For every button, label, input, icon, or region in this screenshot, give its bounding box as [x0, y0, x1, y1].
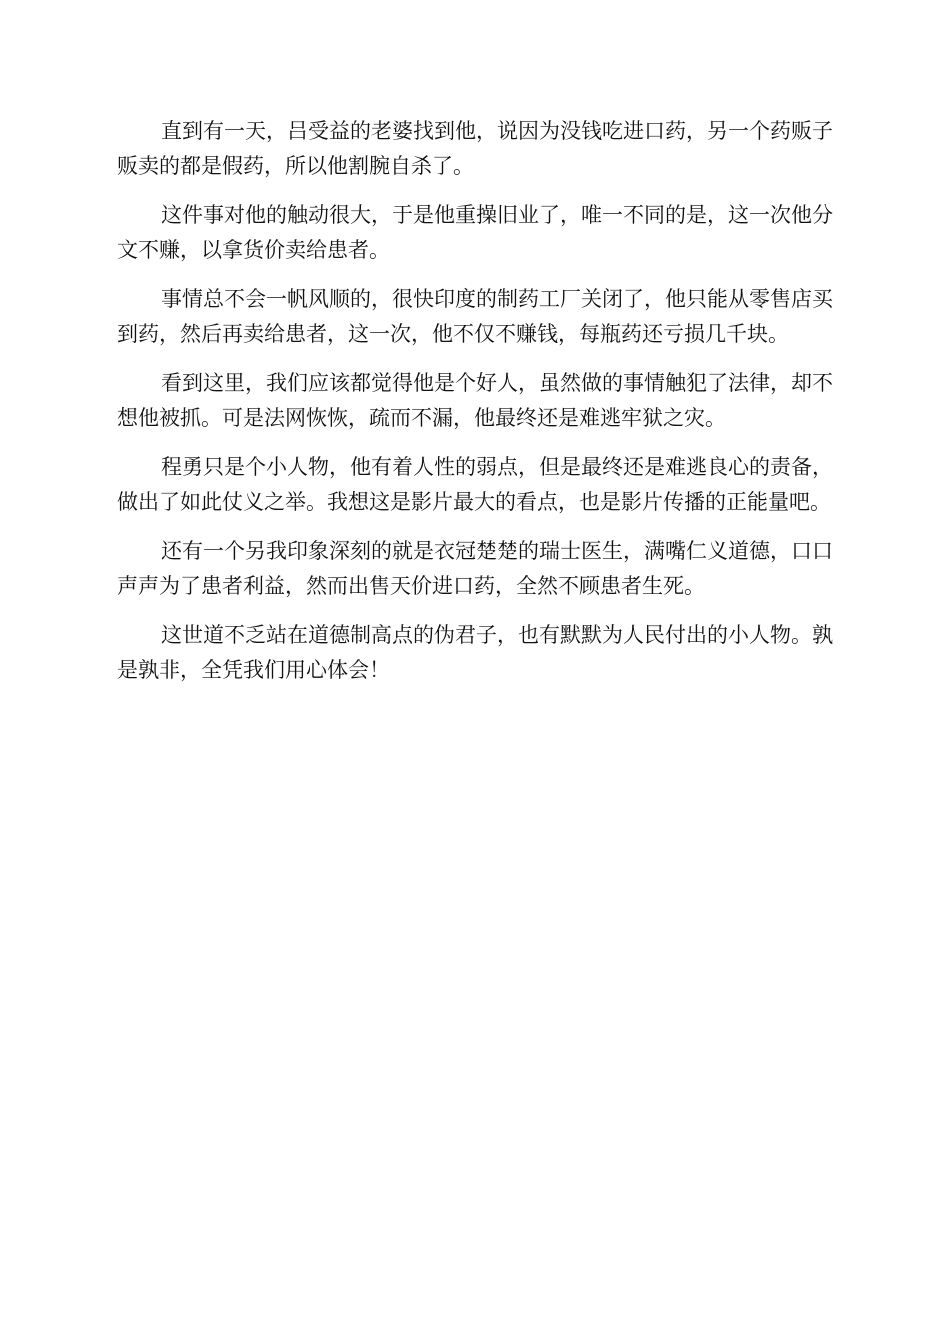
- paragraph: 看到这里，我们应该都觉得他是个好人，虽然做的事情触犯了法律，却不想他被抓。可是法网恢恢，疏而不漏，他最终还是难逃牢狱之灾。: [117, 371, 833, 430]
- paragraph: 直到有一天，吕受益的老婆找到他，说因为没钱吃进口药，另一个药贩子贩卖的都是假药，所以他割腕自杀了。: [117, 119, 833, 178]
- paragraph: 事情总不会一帆风顺的，很快印度的制药工厂关闭了，他只能从零售店买到药，然后再卖给患者，这一次，他不仅不赚钱，每瓶药还亏损几千块。: [117, 287, 833, 346]
- paragraph: 程勇只是个小人物，他有着人性的弱点，但是最终还是难逃良心的责备，做出了如此仗义之举。我想这是影片最大的看点，也是影片传播的正能量吧。: [117, 455, 833, 514]
- paragraph: 这件事对他的触动很大，于是他重操旧业了，唯一不同的是，这一次他分文不赚，以拿货价卖给患者。: [117, 203, 833, 262]
- paragraph: 还有一个另我印象深刻的就是衣冠楚楚的瑞士医生，满嘴仁义道德，口口声声为了患者利益，然而出售天价进口药，全然不顾患者生死。: [117, 539, 833, 598]
- document-body: [117, 114, 833, 702]
- paragraph: 这世道不乏站在道德制高点的伪君子，也有默默为人民付出的小人物。孰是孰非，全凭我们用心体会！: [117, 623, 833, 682]
